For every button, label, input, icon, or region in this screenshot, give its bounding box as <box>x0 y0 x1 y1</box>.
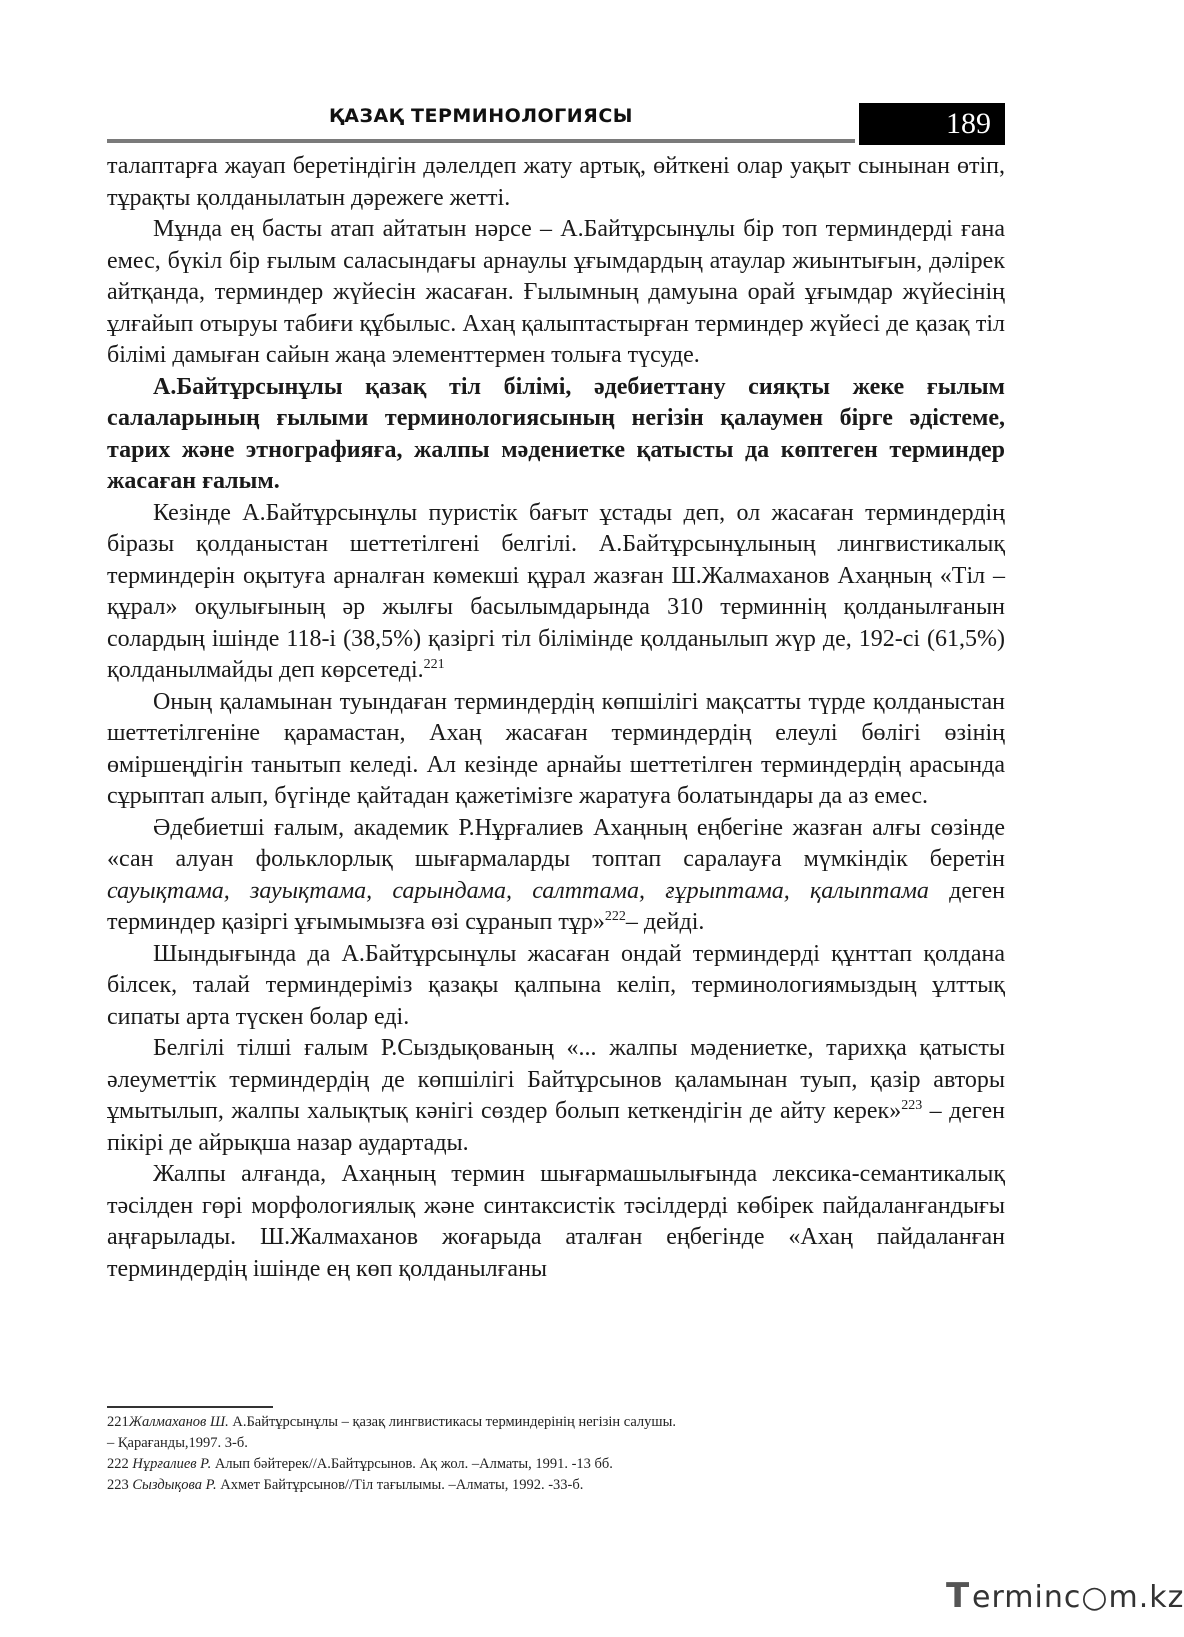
paragraph-2: Мұнда ең басты атап айтатын нәрсе – А.Байтұрсынұлы бір топ терминдерді ғана емес, бүкіл бір ғылым саласындағы арнаулы ұғымдардың атаулар жиынтығын, дәлірек айтқанда, терминдер жүйесін жасаған. Ғылымның дамуына орай ұғымдар жүйесінің ұлғайып отыруы табиғи құбылыс. Ахаң қалыптастырған терминдер жүйесі де қазақ тіл білімі дамыған сайын жаңа элементтермен толыға түсуде. <box>107 216 1005 368</box>
termincom-watermark-logo <box>946 1574 1184 1620</box>
footnote-221-continuation: – Қарағанды,1997. 3-б. <box>107 1435 248 1451</box>
footnote-author: Сыздықова Р. <box>132 1477 217 1493</box>
footnote-text: А.Байтұрсынұлы – қазақ лингвистикасы терминдерінің негізін салушы. <box>228 1414 676 1430</box>
footnote-text: Алып бәйтерек//А.Байтұрсынов. Ақ жол. –Алматы, 1991. -13 бб. <box>211 1456 613 1472</box>
footnote-ref-223[interactable]: 223 <box>901 1098 923 1113</box>
footnote-221 <box>107 1412 1005 1433</box>
paragraph-4 <box>107 498 1005 687</box>
paragraph-6-italic-terms: сауықтама, зауықтама, сарындама, салттама, ғұрыптама, қалыптама <box>107 877 929 904</box>
paragraph-6-text-b: деген терминдер қазіргі ұғымымызға өзі сұранып тұр» <box>107 877 1005 935</box>
paragraph-6 <box>107 813 1005 939</box>
footnote-author: Жалмаханов Ш. <box>128 1414 229 1430</box>
footnote-number: 221 <box>107 1414 129 1430</box>
footnote-number: 222 <box>107 1456 133 1472</box>
footnote-223 <box>107 1475 1005 1496</box>
page-number: 189 <box>859 103 1005 145</box>
footnote-ref-222[interactable]: 222 <box>604 909 626 924</box>
watermark-initial: T <box>946 1576 970 1616</box>
footnote-ref-221[interactable]: 221 <box>423 657 445 672</box>
footnote-text: Ахмет Байтұрсынов//Тіл тағылымы. –Алматы, 1992. -33-б. <box>216 1477 584 1493</box>
footnote-number: 223 <box>107 1477 133 1493</box>
footnote-author: Нұрғалиев Р. <box>132 1456 212 1472</box>
page-header <box>107 103 1005 145</box>
paragraph-5: Оның қаламынан туындаған терминдердің көпшілігі мақсатты түрде қолданыстан шеттетілгеніне қарамастан, Ахаң жасаған терминдердің елеулі бөлігі өзінің өміршеңдігін танытып келеді. Ал кезінде арнайы шеттетілген терминдердің арасында сұрыптап алып, бүгінде қайтадан қажетімізге жаратуға болатындары да аз емес. <box>107 688 1005 809</box>
watermark-text: erminc○m.kz <box>972 1580 1184 1615</box>
paragraph-8-text-a: Белгілі тілші ғалым Р.Сыздықованың «... жалпы мәдениетке, тарихқа қатысты әлеуметтік терминдердің де көпшілігі Байтұрсынов қаламынан туып, қазір авторы ұмытылып, жалпы халықтық кәнігі сөздер болып кеткендігін де айту керек» <box>107 1035 1005 1124</box>
footnote-separator <box>107 1406 273 1408</box>
paragraph-8 <box>107 1033 1005 1159</box>
paragraph-4-text: Кезінде А.Байтұрсынұлы пуристік бағыт ұстады деп, ол жасаған терминдердің біразы қолданыстан шеттетілгені белгілі. А.Байтұрсынұлының лингвистикалық терминдерін оқытуға арналған көмекші құрал жазған Ш.Жалмаханов Ахаңның «Тіл – құрал» оқулығының әр жылғы басылымдарында 310 терминнің қолданылғанын солардың ішінде 118-і (38,5%) қазіргі тіл білімінде қолданылып жүр де, 192-сі (61,5%) қолданылмайды деп көрсетеді. <box>107 499 1005 683</box>
footnote-222 <box>107 1454 1005 1475</box>
footnotes <box>107 1412 1005 1496</box>
paragraph-8-text-b: – деген пікірі де айрықша назар аудартады. <box>107 1098 1005 1156</box>
running-title: ҚАЗАҚ ТЕРМИНОЛОГИЯСЫ <box>329 105 633 127</box>
body-text <box>107 151 1005 1285</box>
paragraph-6-text-a: Әдебиетші ғалым, академик Р.Нұрғалиев Ахаңның еңбегіне жазған алғы сөзінде «сан алуан фольклорлық шығармаларды топтап саралауға мүмкіндік беретін <box>107 814 1005 872</box>
paragraph-1: талаптарға жауап беретіндігін дәлелдеп жату артық, өйткені олар уақыт сынынан өтіп, тұрақты қолданылатын дәрежеге жетті. <box>107 153 1005 211</box>
paragraph-6-text-c: – дейді. <box>625 909 705 935</box>
paragraph-3-bold: А.Байтұрсынұлы қазақ тіл білімі, әдебиеттану сияқты жеке ғылым салаларының ғылыми терминологиясының негізін қалаумен бірге әдістеме, тарих және этнографияға, жалпы мәдениетке қатысты да көптеген терминдер жасаған ғалым. <box>107 373 1005 494</box>
paragraph-7: Шындығында да А.Байтұрсынұлы жасаған ондай терминдерді құнттап қолдана білсек, талай терминдеріміз қазақы қалпына келіп, терминологиямыздың ұлттық сипаты арта түскен болар еді. <box>107 940 1005 1030</box>
paragraph-9: Жалпы алғанда, Ахаңның термин шығармашылығында лексика-семантикалық тәсілден гөрі морфологиялық және синтаксистік тәсілдерді көбірек пайдаланғандығы аңғарылады. Ш.Жалмаханов жоғарыда аталған еңбегінде «Ахаң пайдаланған терминдердің ішінде ең көп қолданылғаны <box>107 1161 1005 1282</box>
header-rule <box>107 139 855 143</box>
